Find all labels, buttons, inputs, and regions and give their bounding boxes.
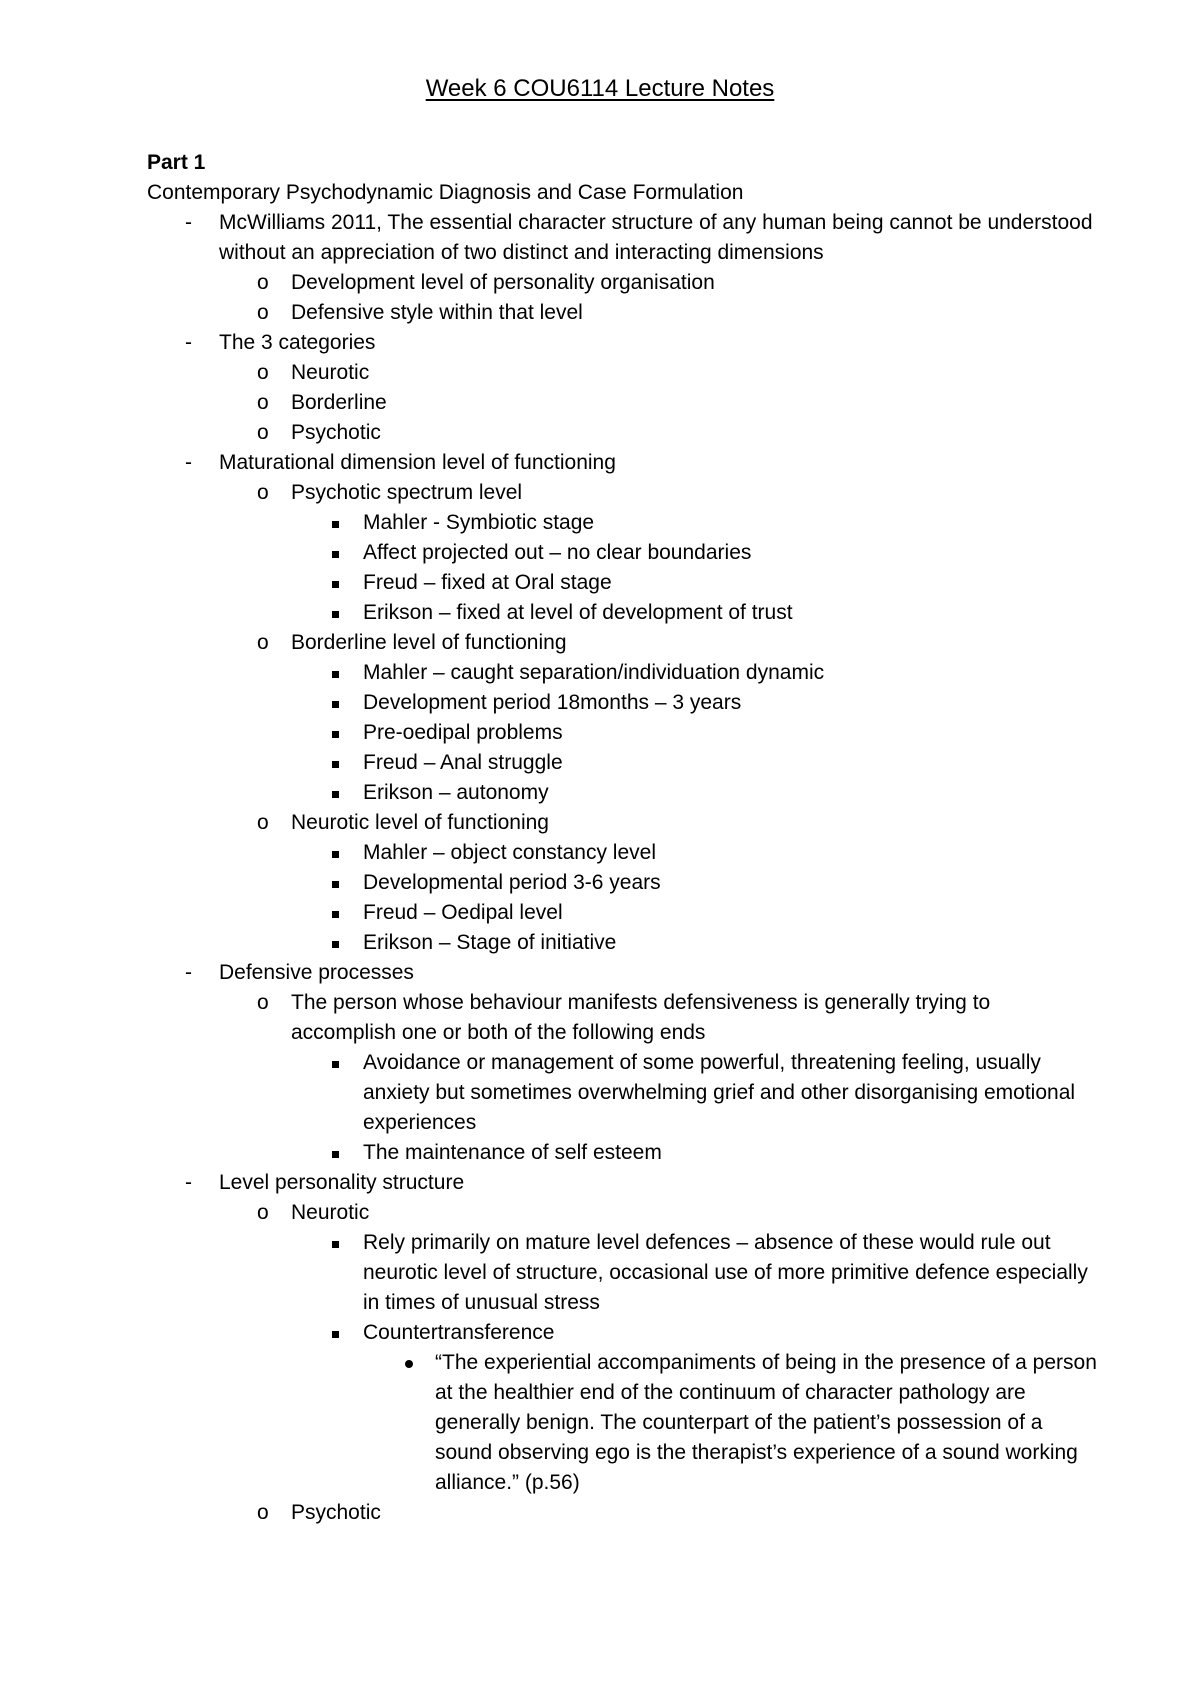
square-bullet-icon	[332, 881, 339, 888]
outline-sublist	[219, 1198, 1097, 1528]
outline-item-level-3	[291, 928, 1097, 958]
outline-item-level-3	[291, 1228, 1097, 1318]
outline-sublist	[291, 1048, 1097, 1168]
outline-item-text: Mahler – caught separation/individuation dynamic	[363, 661, 825, 684]
square-bullet-icon	[332, 851, 339, 858]
outline-item-text: Pre-oedipal problems	[363, 721, 563, 744]
outline-item-level-2	[219, 358, 1097, 388]
outline-item-text: Countertransference	[363, 1321, 555, 1344]
outline-item-text: The person whose behaviour manifests defensiveness is generally trying to accomplish one or both of the following ends	[291, 991, 991, 1044]
outline-item-level-3	[291, 688, 1097, 718]
outline-item-text: Psychotic	[291, 421, 381, 444]
outline-item-level-1	[147, 448, 1097, 958]
outline-item-level-3	[291, 598, 1097, 628]
outline-item-level-3	[291, 748, 1097, 778]
circle-bullet-marker: o	[257, 811, 269, 834]
outline-item-text: Freud – Oedipal level	[363, 901, 563, 924]
outline-item-level-2	[219, 268, 1097, 298]
dash-bullet-marker: -	[185, 331, 192, 354]
square-bullet-icon	[332, 791, 339, 798]
outline-item-level-3	[291, 568, 1097, 598]
outline-item-text: Borderline level of functioning	[291, 631, 567, 654]
square-bullet-icon	[332, 671, 339, 678]
outline-item-level-2	[219, 808, 1097, 958]
outline-item-text: Erikson – Stage of initiative	[363, 931, 617, 954]
outline-item-level-3	[291, 868, 1097, 898]
square-bullet-icon	[332, 701, 339, 708]
outline-item-text: Defensive processes	[219, 961, 414, 984]
outline-item-level-2	[219, 478, 1097, 628]
outline-item-level-3	[291, 508, 1097, 538]
circle-bullet-marker: o	[257, 481, 269, 504]
outline-item-text: Maturational dimension level of functioning	[219, 451, 616, 474]
outline-item-text: Development level of personality organisation	[291, 271, 715, 294]
circle-bullet-marker: o	[257, 361, 269, 384]
square-bullet-icon	[332, 1331, 339, 1338]
square-bullet-icon	[332, 611, 339, 618]
dash-bullet-marker: -	[185, 451, 192, 474]
circle-bullet-marker: o	[257, 991, 269, 1014]
page-title: Week 6 COU6114 Lecture Notes	[425, 75, 775, 102]
outline-item-text: Rely primarily on mature level defences – absence of these would rule out neurotic level of structure, occasional use of more primitive defence especially in times of unusual stress	[363, 1231, 1088, 1314]
outline-item-level-2	[219, 628, 1097, 808]
outline-sublist	[291, 658, 1097, 808]
outline-item-level-1	[147, 958, 1097, 1168]
outline-item-text: Development period 18months – 3 years	[363, 691, 742, 714]
outline-item-level-2	[219, 388, 1097, 418]
dash-bullet-marker: -	[185, 211, 192, 234]
round-bullet-icon	[405, 1360, 413, 1368]
square-bullet-icon	[332, 1061, 339, 1068]
dash-bullet-marker: -	[185, 1171, 192, 1194]
outline-item-level-1	[147, 1168, 1097, 1528]
outline-sublist	[219, 358, 1097, 448]
square-bullet-icon	[332, 731, 339, 738]
outline-sublist	[219, 268, 1097, 328]
outline-sublist	[291, 508, 1097, 628]
square-bullet-icon	[332, 761, 339, 768]
square-bullet-icon	[332, 521, 339, 528]
square-bullet-icon	[332, 941, 339, 948]
square-bullet-icon	[332, 1151, 339, 1158]
outline-item-level-2	[219, 1498, 1097, 1528]
circle-bullet-marker: o	[257, 1201, 269, 1224]
outline-item-level-2	[219, 1198, 1097, 1498]
outline-sublist	[219, 478, 1097, 958]
outline-item-text: Avoidance or management of some powerful, threatening feeling, usually anxiety but sometimes overwhelming grief and other disorganising emotional experiences	[363, 1051, 1076, 1134]
outline-sublist	[291, 1228, 1097, 1498]
outline-item-level-3	[291, 778, 1097, 808]
outline-item-level-3	[291, 898, 1097, 928]
outline-item-text: Psychotic	[291, 1501, 381, 1524]
outline-item-text: Neurotic	[291, 361, 370, 384]
outline-item-text: Borderline	[291, 391, 387, 414]
outline-list	[147, 208, 1097, 1528]
part-heading: Part 1	[147, 151, 206, 174]
outline-item-text: Mahler – object constancy level	[363, 841, 656, 864]
outline-item-level-3	[291, 718, 1097, 748]
circle-bullet-marker: o	[257, 421, 269, 444]
circle-bullet-marker: o	[257, 391, 269, 414]
dash-bullet-marker: -	[185, 961, 192, 984]
outline-item-level-4	[363, 1348, 1097, 1498]
outline-item-text: Developmental period 3-6 years	[363, 871, 661, 894]
outline-item-level-2	[219, 988, 1097, 1168]
circle-bullet-marker: o	[257, 271, 269, 294]
outline-item-text: Freud – fixed at Oral stage	[363, 571, 612, 594]
outline-item-text: “The experiential accompaniments of being in the presence of a person at the healthier end of the continuum of character pathology are generally benign. The counterpart of the patient’s possession of a sound observing ego is the therapist’s experience of a sound working alliance.” (p.56)	[435, 1351, 1097, 1494]
outline-item-level-3	[291, 538, 1097, 568]
section-heading: Contemporary Psychodynamic Diagnosis and Case Formulation	[147, 181, 744, 204]
outline-item-text: Affect projected out – no clear boundaries	[363, 541, 752, 564]
square-bullet-icon	[332, 551, 339, 558]
circle-bullet-marker: o	[257, 301, 269, 324]
outline-item-text: The 3 categories	[219, 331, 376, 354]
outline-item-text: Defensive style within that level	[291, 301, 583, 324]
outline-item-level-3	[291, 1048, 1097, 1138]
outline-item-level-2	[219, 418, 1097, 448]
outline-item-level-1	[147, 328, 1097, 448]
outline-item-level-3	[291, 838, 1097, 868]
outline-sublist	[291, 838, 1097, 958]
square-bullet-icon	[332, 1241, 339, 1248]
outline-item-text: Erikson – fixed at level of development of trust	[363, 601, 793, 624]
outline-sublist	[363, 1348, 1097, 1498]
outline-item-level-1	[147, 208, 1097, 328]
circle-bullet-marker: o	[257, 1501, 269, 1524]
outline-item-level-3	[291, 1318, 1097, 1498]
outline-item-text: Level personality structure	[219, 1171, 465, 1194]
outline-item-text: Mahler - Symbiotic stage	[363, 511, 595, 534]
outline-item-text: Neurotic level of functioning	[291, 811, 549, 834]
outline-item-level-2	[219, 298, 1097, 328]
square-bullet-icon	[332, 581, 339, 588]
document-body	[147, 148, 1097, 1528]
outline-item-level-3	[291, 658, 1097, 688]
outline-item-text: McWilliams 2011, The essential character structure of any human being cannot be understood without an appreciation of two distinct and interacting dimensions	[219, 211, 1093, 264]
outline-item-text: Erikson – autonomy	[363, 781, 549, 804]
square-bullet-icon	[332, 911, 339, 918]
outline-item-text: Psychotic spectrum level	[291, 481, 523, 504]
outline-item-level-3	[291, 1138, 1097, 1168]
outline-item-text: Freud – Anal struggle	[363, 751, 563, 774]
outline-item-text: The maintenance of self esteem	[363, 1141, 662, 1164]
circle-bullet-marker: o	[257, 631, 269, 654]
outline-sublist	[219, 988, 1097, 1168]
outline-item-text: Neurotic	[291, 1201, 370, 1224]
